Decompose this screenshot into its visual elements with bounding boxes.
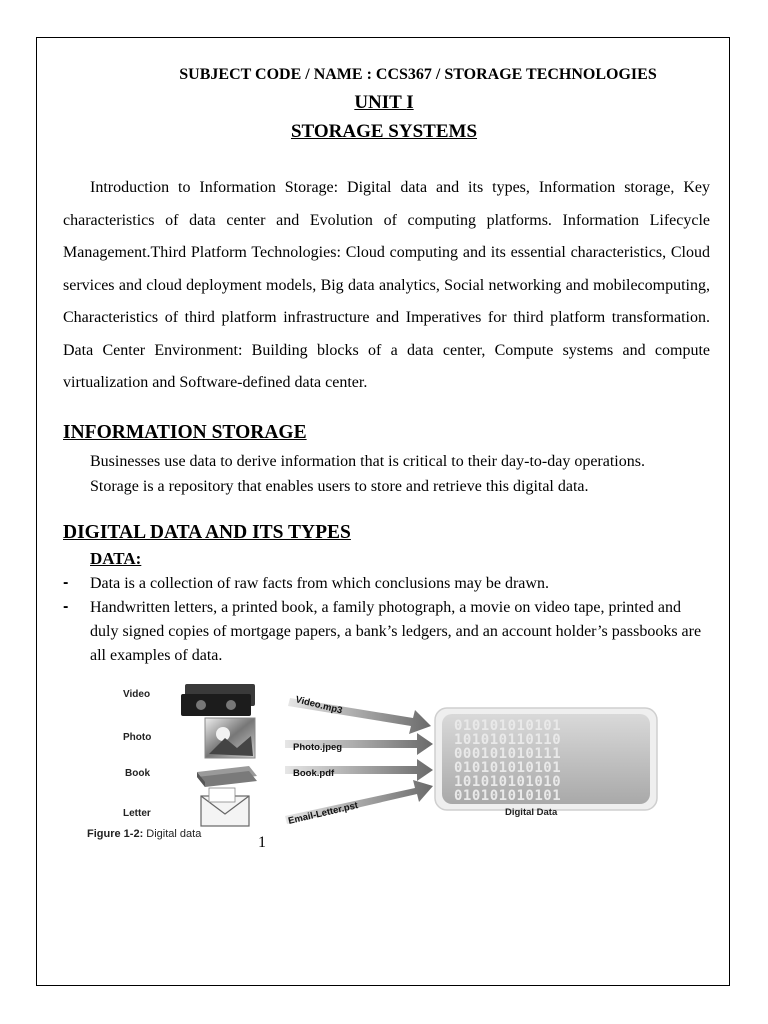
digital-data-figure (85, 676, 675, 861)
binary-row: 101010101010 (454, 774, 562, 790)
arrow-label-photo: Photo.jpeg (293, 742, 343, 753)
unit-title: STORAGE SYSTEMS (290, 121, 478, 142)
unit-heading (0, 92, 768, 114)
bullet-dash-icon: - (63, 600, 69, 615)
data-bullet-list (63, 572, 713, 668)
list-item (63, 596, 713, 668)
source-label-book: Book (125, 768, 150, 779)
binary-row: 010101010101 (454, 788, 562, 804)
source-label-photo: Photo (123, 732, 152, 743)
bullet-dash-icon: - (63, 576, 69, 591)
book-icon (197, 766, 257, 787)
page-number: 1 (258, 834, 266, 851)
binary-row: 010101010101 (454, 760, 562, 776)
arrow-photo (285, 733, 433, 755)
video-tape-icon (181, 684, 255, 716)
binary-row: 000101010111 (454, 746, 562, 762)
info-line-2: Storage is a repository that enables users to store and retrieve this digital data. (90, 478, 589, 495)
unit-number: I (406, 92, 414, 113)
information-storage-paragraph (90, 449, 710, 499)
information-storage-heading: INFORMATION STORAGE (63, 422, 307, 443)
envelope-icon (201, 788, 249, 826)
binary-row: 010101010101 (454, 718, 562, 734)
arrow-label-letter: Email-Letter.pst (287, 800, 360, 827)
arrow-video (288, 694, 431, 734)
caption-text: Digital data (143, 828, 202, 840)
caption-number: Figure 1-2: (87, 828, 144, 840)
arrow-letter (285, 780, 433, 827)
digital-data-label: Digital Data (505, 807, 558, 818)
source-label-letter: Letter (123, 808, 151, 819)
bullet-text: Handwritten letters, a printed book, a family photograph, a movie on video tape, printed and duly signed copies of mortgage papers, a bank’s ledgers, and an account holder’s passbooks are all examples of data. (90, 599, 702, 664)
info-line-1: Businesses use data to derive information that is critical to their day-to-day operations. (90, 453, 645, 470)
source-label-video: Video (123, 689, 151, 700)
figure-caption (87, 828, 201, 840)
data-subheading: DATA: (90, 549, 142, 568)
digital-data-box (435, 708, 657, 818)
unit-label: UNIT (354, 92, 407, 113)
list-item (63, 572, 713, 596)
binary-row: 101010110110 (454, 732, 562, 748)
photo-icon (205, 718, 255, 758)
digital-data-heading: DIGITAL DATA AND ITS TYPES (63, 522, 351, 543)
subject-line: SUBJECT CODE / NAME : CCS367 / STORAGE TECHNOLOGIES (179, 66, 657, 83)
bullet-text: Data is a collection of raw facts from which conclusions may be drawn. (90, 575, 549, 592)
intro-paragraph: Introduction to Information Storage: Digital data and its types, Information storage, Key characteristics of data center and Evolution of computing platforms. Information Lifecycle Management.Third Platform Technologies: Cloud computing and its essential characteristics, Cloud services and cloud deployment models, Big data analytics, Social networking and mobilecomputing, Characteristics of third platform infrastructure and Imperatives for third platform transformation. Data Center Environment: Building blocks of a data center, Compute systems and compute virtualization and Software-defined data center. (63, 179, 710, 391)
arrow-book (285, 759, 433, 781)
arrow-label-book: Book.pdf (293, 768, 335, 779)
arrow-label-video: Video.mp3 (294, 694, 344, 717)
